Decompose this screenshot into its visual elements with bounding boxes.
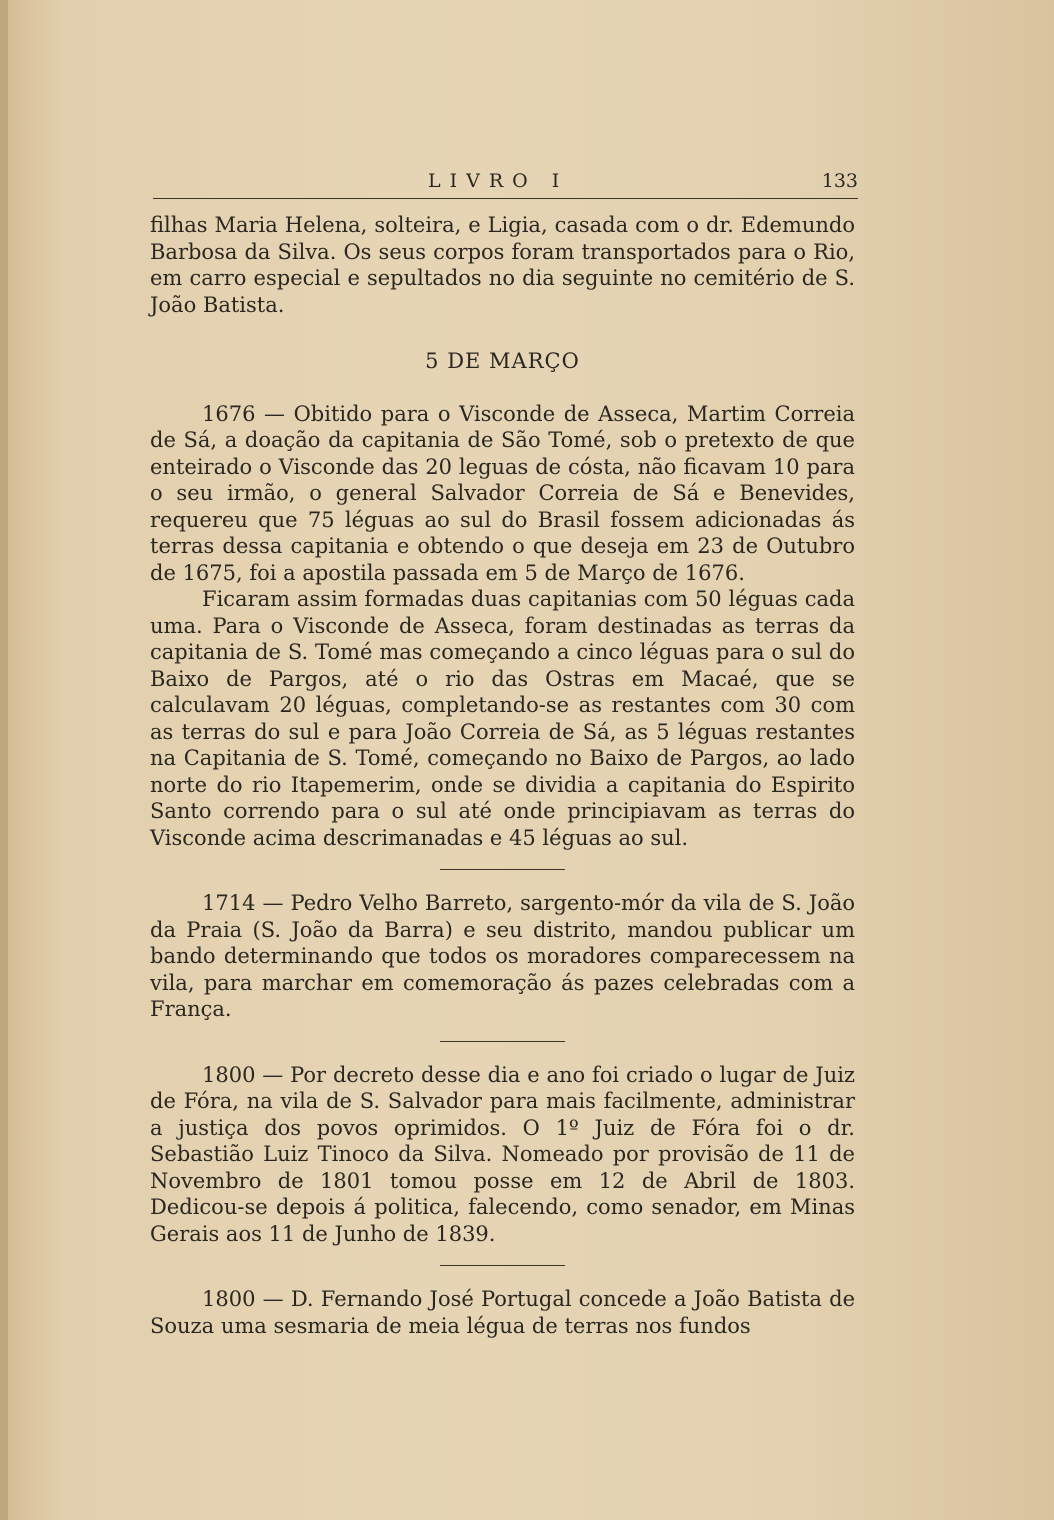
- paragraph-continued: filhas Maria Helena, solteira, e Ligia, casada com o dr. Edemundo Barbosa da Silva. Os seus corpos foram transportados para o Rio, em carro especial e sepultados no dia seguinte no cemitério de S. João Batista.: [150, 213, 855, 317]
- page-number: 133: [821, 170, 858, 192]
- section-title: 5 DE MARÇO: [425, 349, 580, 373]
- page-body: [150, 212, 855, 1339]
- section-divider: [440, 1265, 565, 1266]
- page-edge: [0, 0, 8, 1520]
- section-divider: [440, 1041, 565, 1042]
- section-divider: [440, 869, 565, 870]
- paragraph-1714: 1714 — Pedro Velho Barreto, sargento-mór da vila de S. João da Praia (S. João da Barra) e seu distrito, mandou publicar um bando determinando que todos os moradores comparecessem na vila, para marchar em comemoração ás pazes celebradas com a França.: [150, 891, 855, 1021]
- paragraph-capitanias: Ficaram assim formadas duas capitanias com 50 léguas cada uma. Para o Visconde de Asseca, foram destinadas as terras da capitania de S. Tomé mas começando a cinco léguas para o sul do Baixo de Pargos, até o rio das Ostras em Macaé, que se calculavam 20 léguas, completando-se as restantes com 30 com as terras do sul e para João Correia de Sá, as 5 léguas restantes na Capitania de S. Tomé, começando no Baixo de Pargos, ao lado norte do rio Itapemerim, onde se dividia a capitania do Espirito Santo correndo para o sul até onde principiavam as terras do Visconde acima descrimanadas e 45 léguas ao sul.: [150, 587, 855, 850]
- paragraph-1800-sesmaria: 1800 — D. Fernando José Portugal concede a João Batista de Souza uma sesmaria de meia légua de terras nos fundos: [150, 1287, 855, 1338]
- paragraph-1800-juiz: 1800 — Por decreto desse dia e ano foi criado o lugar de Juiz de Fóra, na vila de S. Salvador para mais facilmente, administrar a justiça dos povos oprimidos. O 1º Juiz de Fóra foi o dr. Sebastião Luiz Tinoco da Silva. Nomeado por provisão de 11 de Novembro de 1801 tomou posse em 12 de Abril de 1803. Dedicou-se depois á politica, falecendo, como senador, em Minas Gerais aos 11 de Junho de 1839.: [150, 1062, 855, 1246]
- paragraph-1676: 1676 — Obitido para o Visconde de Asseca, Martim Correia de Sá, a doação da capitania de São Tomé, sob o pretexto de que enteirado o Visconde das 20 leguas de cósta, não ficavam 10 para o seu irmão, o general Salvador Correia de Sá e Benevides, requereu que 75 léguas ao sul do Brasil fossem adicionadas ás terras dessa capitania e obtendo o que deseja em 23 de Outubro de 1675, foi a apostila passada em 5 de Março de 1676.: [150, 401, 855, 585]
- page-header: [153, 168, 858, 199]
- running-head: LIVRO I: [428, 170, 569, 192]
